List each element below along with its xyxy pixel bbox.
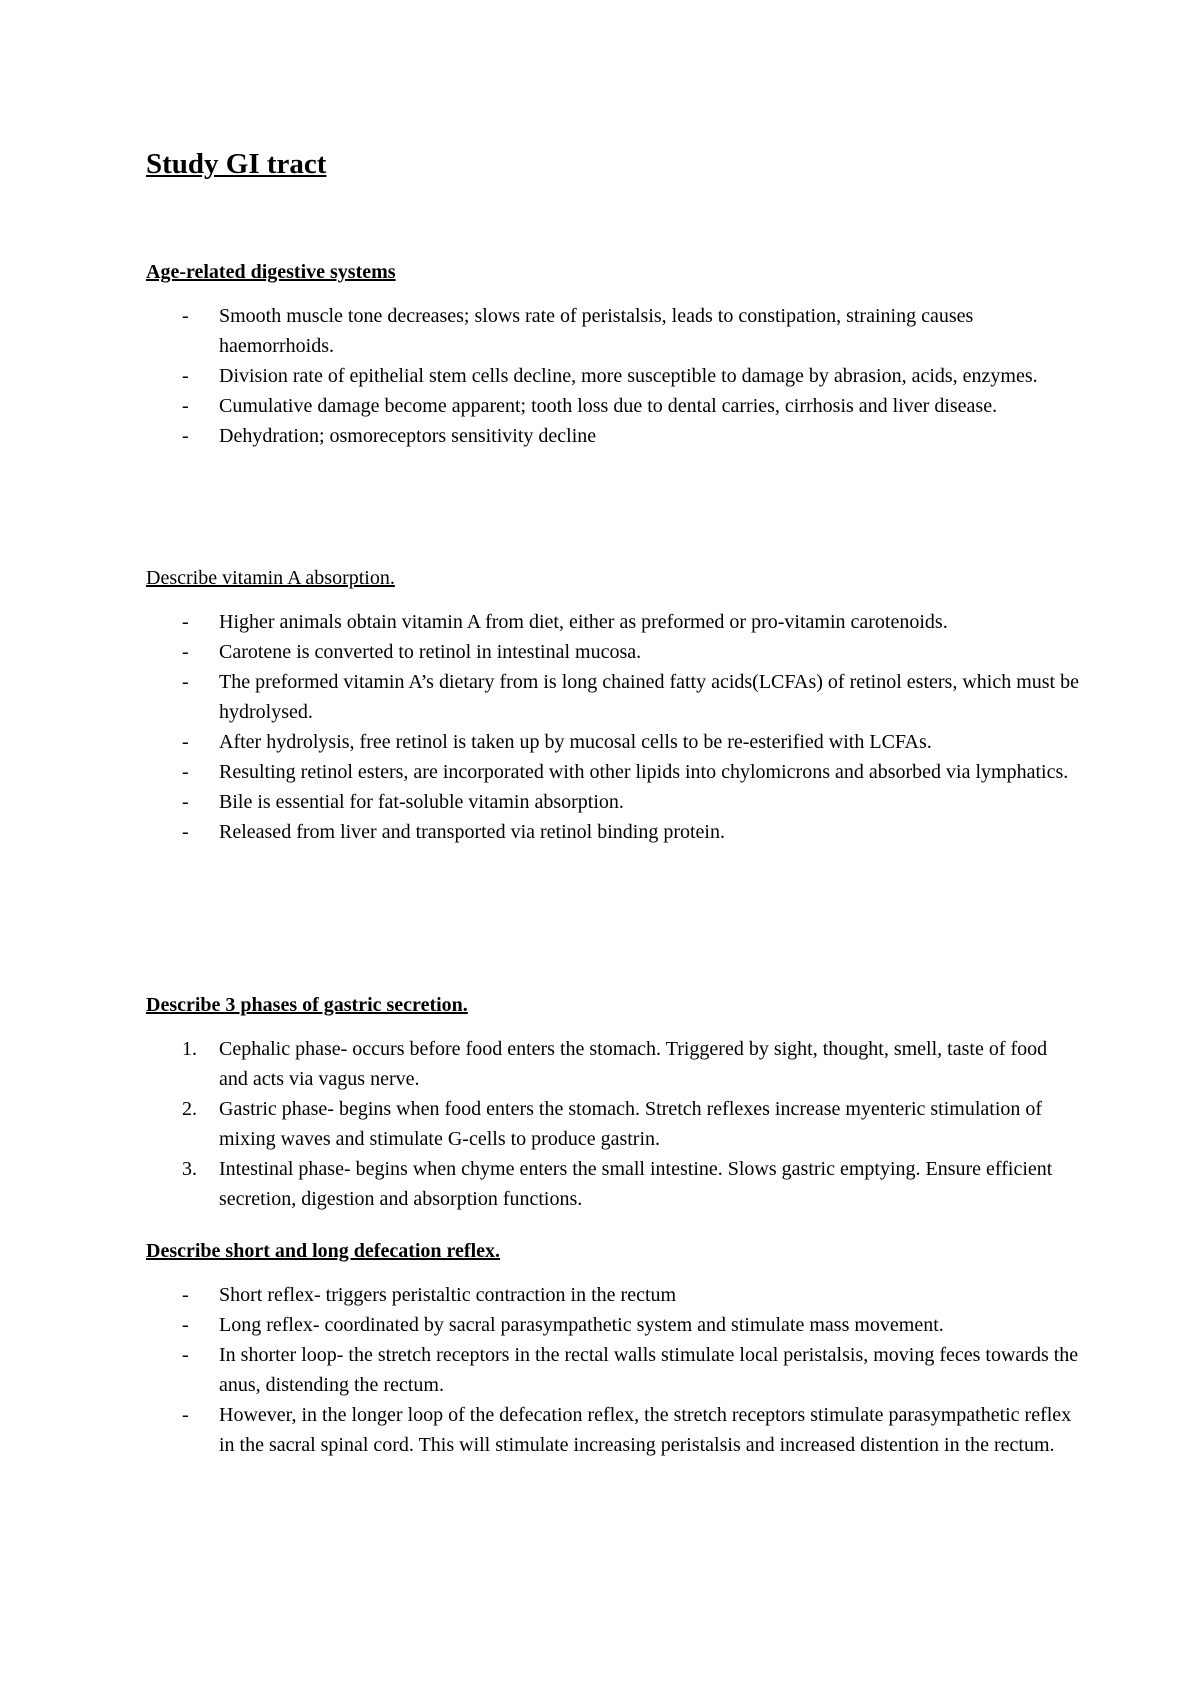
list-item-text: Smooth muscle tone decreases; slows rate of peristalsis, leads to constipation, straining causes haemorrhoids. [219,305,974,357]
bullet-marker: - [182,791,189,813]
list-item-text: Division rate of epithelial stem cells decline, more susceptible to damage by abrasion, acids, enzymes. [219,365,1038,387]
section-gastric-secretion [146,990,1086,1214]
bullet-marker: - [182,671,189,693]
number-marker: 1. [182,1038,197,1060]
page-title: Study GI tract [146,148,327,180]
bullet-list [146,607,1086,847]
list-item [146,817,1079,847]
section-age-related [146,257,1086,451]
list-item [146,391,1079,421]
numbered-list [146,1034,1086,1214]
list-item-text: Intestinal phase- begins when chyme enters the small intestine. Slows gastric emptying. Ensure efficient secretion, digestion and absorption functions. [219,1158,1053,1210]
section-heading: Describe short and long defecation reflex. [146,1240,501,1262]
list-item [146,1034,1079,1094]
list-item [146,1280,1079,1310]
list-item-text: Gastric phase- begins when food enters the stomach. Stretch reflexes increase myenteric stimulation of mixing waves and stimulate G-cells to produce gastrin. [219,1098,1043,1150]
bullet-marker: - [182,1284,189,1306]
list-item [146,607,1079,637]
section-vitamin-a [146,563,1086,847]
list-item-text: Higher animals obtain vitamin A from diet, either as preformed or pro-vitamin carotenoids. [219,611,948,633]
list-item-text: In shorter loop- the stretch receptors in the rectal walls stimulate local peristalsis, moving feces towards the anus, distending the rectum. [219,1344,1079,1396]
list-item-text: Released from liver and transported via retinol binding protein. [219,821,725,843]
list-item [146,1154,1079,1214]
list-item-text: Dehydration; osmoreceptors sensitivity decline [219,425,597,447]
bullet-marker: - [182,395,189,417]
list-item-text: After hydrolysis, free retinol is taken up by mucosal cells to be re-esterified with LCFAs. [219,731,932,753]
bullet-marker: - [182,611,189,633]
list-item [146,421,1079,451]
list-item-text: However, in the longer loop of the defecation reflex, the stretch receptors stimulate parasympathetic reflex in the sacral spinal cord. This will stimulate increasing peristalsis and increased distention in the rectum. [219,1404,1072,1456]
bullet-marker: - [182,1344,189,1366]
bullet-marker: - [182,365,189,387]
bullet-marker: - [182,1314,189,1336]
list-item [146,787,1079,817]
number-marker: 2. [182,1098,197,1120]
list-item [146,1400,1079,1460]
bullet-marker: - [182,821,189,843]
section-heading: Describe 3 phases of gastric secretion. [146,994,468,1016]
section-defecation-reflex [146,1236,1086,1460]
bullet-marker: - [182,761,189,783]
list-item [146,361,1079,391]
number-marker: 3. [182,1158,197,1180]
list-item [146,667,1079,727]
section-heading: Age-related digestive systems [146,261,396,283]
list-item [146,637,1079,667]
list-item-text: Cephalic phase- occurs before food enters the stomach. Triggered by sight, thought, smell, taste of food and acts via vagus nerve. [219,1038,1048,1090]
bullet-list [146,1280,1086,1460]
bullet-list [146,301,1086,451]
list-item-text: Resulting retinol esters, are incorporated with other lipids into chylomicrons and absorbed via lymphatics. [219,761,1069,783]
bullet-marker: - [182,1404,189,1426]
list-item-text: Cumulative damage become apparent; tooth loss due to dental carries, cirrhosis and liver disease. [219,395,998,417]
list-item-text: Bile is essential for fat-soluble vitamin absorption. [219,791,624,813]
list-item-text: Long reflex- coordinated by sacral parasympathetic system and stimulate mass movement. [219,1314,944,1336]
bullet-marker: - [182,731,189,753]
list-item [146,727,1079,757]
list-item-text: Carotene is converted to retinol in intestinal mucosa. [219,641,642,663]
list-item [146,1310,1079,1340]
list-item [146,1340,1079,1400]
bullet-marker: - [182,305,189,327]
list-item [146,757,1079,787]
list-item [146,301,1079,361]
list-item-text: The preformed vitamin A’s dietary from is long chained fatty acids(LCFAs) of retinol esters, which must be hydrolysed. [219,671,1079,723]
section-heading: Describe vitamin A absorption. [146,567,395,589]
bullet-marker: - [182,641,189,663]
bullet-marker: - [182,425,189,447]
list-item-text: Short reflex- triggers peristaltic contraction in the rectum [219,1284,677,1306]
list-item [146,1094,1079,1154]
